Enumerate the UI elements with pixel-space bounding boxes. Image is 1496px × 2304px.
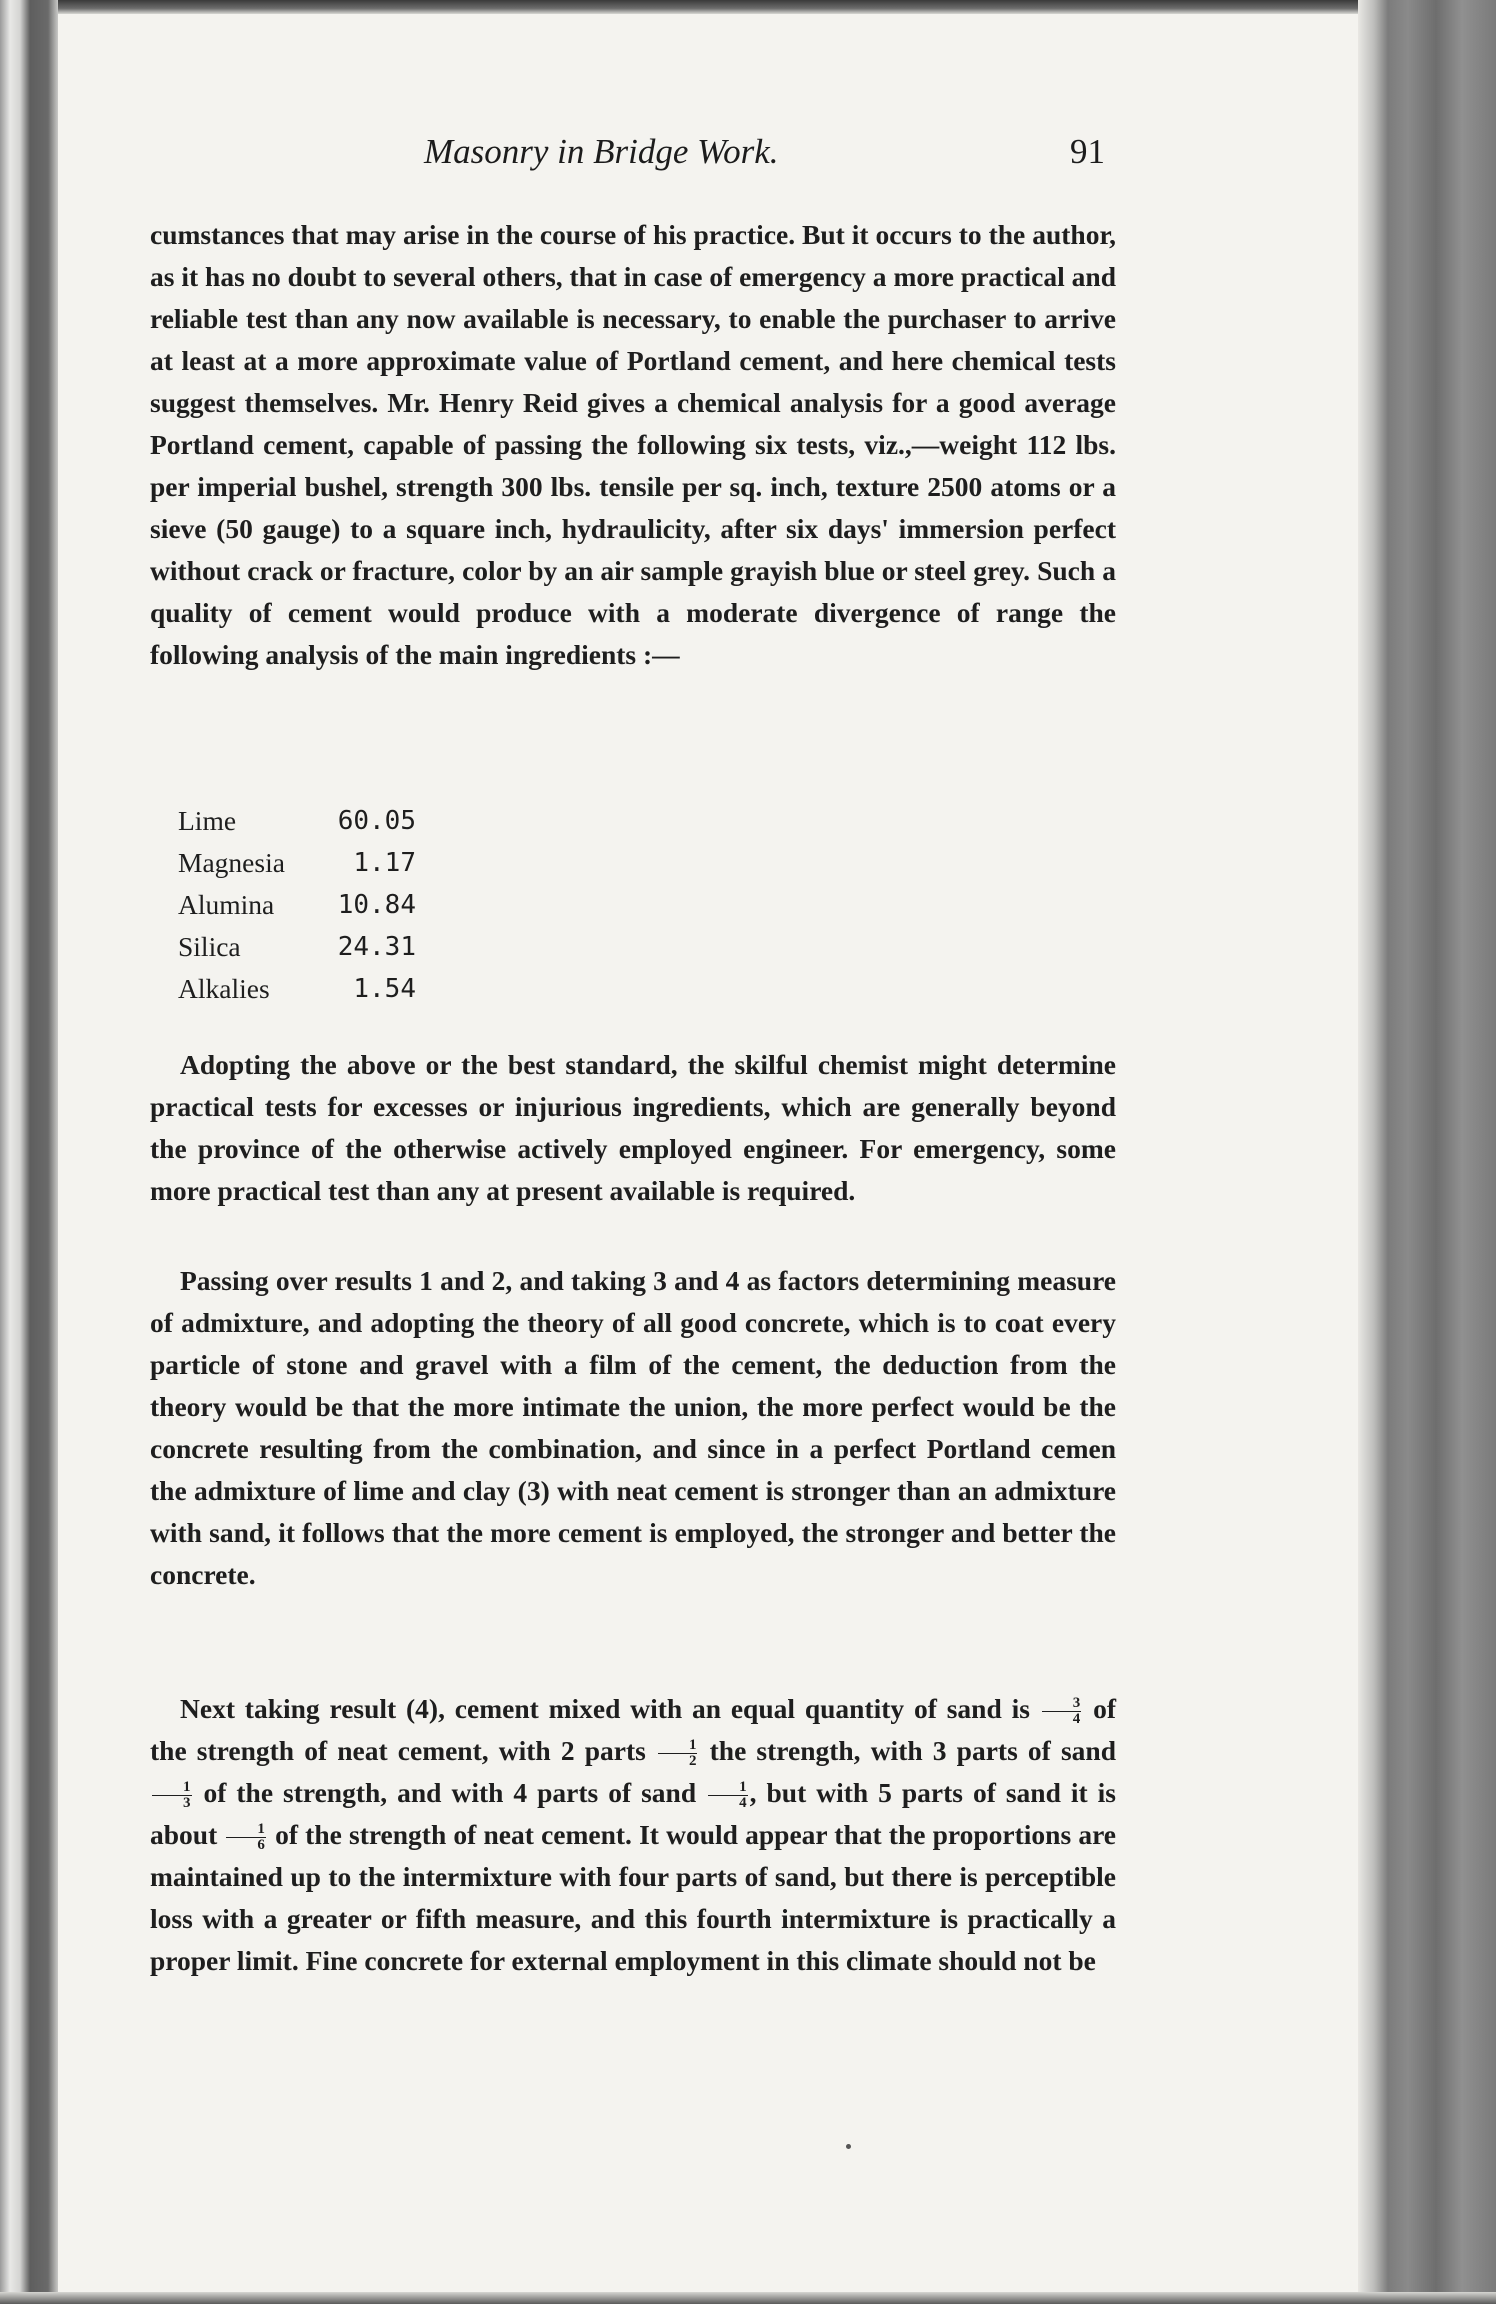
fraction-one-half	[658, 1738, 698, 1769]
paragraph-continued: cumstances that may arise in the course of his practice. But it occurs to the author, as it has no doubt to several others, that in case of emergency a more practical and reliable test than any now available is necessary, to enable the purchaser to arrive at least at a more approximate value of Portland cement, and here chemical tests suggest themselves. Mr. Henry Reid gives a chemical analysis for a good average Portland cement, capable of passing the following six tests, viz.,—weight 112 lbs. per imperial bushel, strength 300 lbs. tensile per sq. inch, texture 2500 atoms or a sieve (50 gauge) to a square inch, hydraulicity, after six days' immersion perfect without crack or fracture, color by an air sample grayish blue or steel grey. Such a quality of cement would produce with a moderate divergence of range the following analysis of the main ingredients :—	[150, 219, 1116, 670]
scan-bottom-edge	[0, 2292, 1496, 2304]
text-segment: of the strength of neat cement. It would appear that the proportions are maintained up to the intermixture with four parts of sand, but there is perceptible loss with a greater or fifth measure, and this fourth intermixture is practically a proper limit. Fine concrete for external employment in this climate should not be	[150, 1819, 1117, 1976]
book-page	[58, 14, 1358, 2292]
scan-speck	[846, 2144, 851, 2149]
scan-top-edge	[0, 0, 1496, 14]
ingredient-value: 60.05	[337, 806, 416, 836]
text-segment: , but with 5 parts of sand it is about	[150, 1777, 1116, 1850]
fraction-numerator: 1	[658, 1738, 698, 1754]
fraction-numerator: 1	[708, 1780, 748, 1796]
page-number: 91	[1070, 132, 1105, 171]
ingredient-value: 10.84	[337, 890, 416, 920]
ingredient-value: 24.31	[337, 932, 416, 962]
text-segment: the strength, with 3 parts of sand	[709, 1735, 1116, 1766]
fraction-one-quarter	[708, 1780, 748, 1811]
text-segment: Next taking result (4), cement mixed with an equal quantity of sand is	[180, 1693, 1030, 1724]
analysis-table	[178, 800, 416, 1010]
analysis-row	[178, 842, 416, 884]
fraction-numerator: 3	[1042, 1696, 1082, 1712]
fraction-denominator: 4	[1072, 1711, 1081, 1728]
running-head	[58, 132, 1358, 182]
paragraph-adopting: Adopting the above or the best standard, the skilful chemist might determine practical tests for excesses or injurious ingredients, which are generally beyond the province of the otherwise actively employed engineer. For emergency, some more practical test than any at present available is required.	[150, 1049, 1116, 1206]
analysis-row	[178, 926, 416, 968]
fraction-three-quarters	[1042, 1696, 1082, 1727]
ingredient-value: 1.54	[353, 974, 416, 1004]
fraction-numerator: 1	[152, 1780, 192, 1796]
fraction-one-sixth	[226, 1822, 266, 1853]
book-gutter	[0, 0, 58, 2304]
running-title: Masonry in Bridge Work.	[424, 132, 779, 171]
analysis-row	[178, 884, 416, 926]
book-page-edges	[1358, 0, 1496, 2304]
fraction-numerator: 1	[226, 1822, 266, 1838]
ingredient-name: Lime	[178, 805, 237, 836]
ingredient-name: Magnesia	[178, 847, 285, 878]
fraction-denominator: 3	[183, 1795, 191, 1812]
fraction-one-third	[152, 1780, 192, 1811]
text-segment: of the strength, and with 4 parts of sand	[203, 1777, 697, 1808]
fraction-denominator: 6	[257, 1837, 265, 1854]
analysis-row	[178, 968, 416, 1010]
ingredient-name: Alumina	[178, 889, 275, 920]
ingredient-name: Alkalies	[178, 973, 270, 1004]
ingredient-name: Silica	[178, 931, 241, 962]
paragraph-next-taking	[150, 1688, 1116, 1982]
text-segment: of the strength of neat cement, with 2 parts	[150, 1693, 1117, 1766]
fraction-denominator: 2	[688, 1753, 697, 1770]
fraction-denominator: 4	[739, 1795, 747, 1812]
ingredient-value: 1.17	[353, 848, 416, 878]
paragraph-passing-over: Passing over results 1 and 2, and taking 3 and 4 as factors determining measure of admixture, and adopting the theory of all good concrete, which is to coat every particle of stone and gravel with a film of the cement, the deduction from the theory would be that the more intimate the union, the more perfect would be the concrete resulting from the combination, and since in a perfect Portland cemen the admixture of lime and clay (3) with neat cement is stronger than an admixture with sand, it follows that the more cement is employed, the stronger and better the concrete.	[150, 1265, 1116, 1590]
analysis-row	[178, 800, 416, 842]
